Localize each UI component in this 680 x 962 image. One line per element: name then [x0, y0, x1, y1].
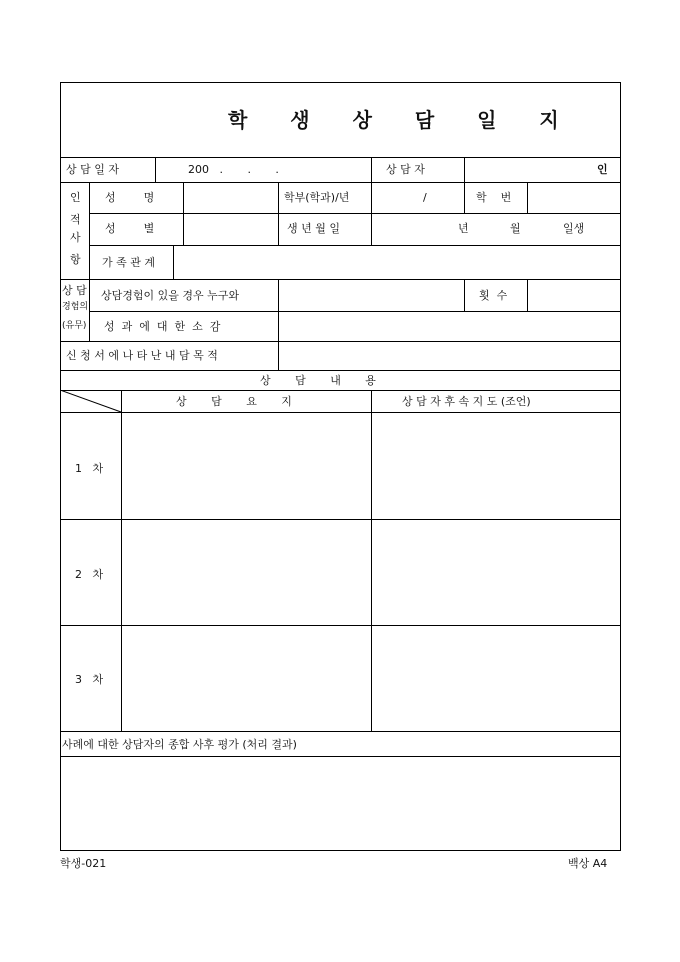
form-code: 학생-021: [60, 857, 107, 870]
name-label: 성 명: [105, 191, 155, 204]
seal-mark: 인: [597, 163, 608, 176]
col-divider: [173, 245, 174, 279]
personal-info-label-4: 항: [70, 253, 81, 266]
session-1-gist-field[interactable]: [124, 415, 368, 516]
evaluation-field[interactable]: [63, 759, 618, 847]
col-divider: [464, 182, 465, 213]
purpose-field[interactable]: [281, 343, 616, 368]
row-divider: [89, 213, 621, 214]
form-title: 학 생 상 담 일 지: [228, 108, 577, 132]
family-label: 가 족 관 계: [102, 256, 155, 269]
row-divider: [60, 279, 621, 280]
experience-who-label: 상담경험이 있을 경우 누구와: [101, 289, 240, 302]
experience-label-1: 상 담: [62, 284, 87, 297]
row-divider: [60, 370, 621, 371]
student-no-field[interactable]: [530, 185, 616, 210]
session-1-label: 1 차: [75, 462, 104, 475]
col-divider: [183, 182, 184, 245]
col-divider: [527, 279, 528, 311]
birth-year-unit: 년: [458, 222, 469, 235]
consult-date-label: 상 담 일 자: [66, 163, 119, 176]
gist-header: 상 담 요 지: [176, 395, 292, 408]
dept-slash: /: [423, 191, 427, 204]
col-divider: [371, 182, 372, 245]
counselor-field[interactable]: [470, 160, 610, 180]
evaluation-label: 사례에 대한 상담자의 종합 사후 평가 (처리 결과): [62, 738, 297, 751]
personal-info-label-2: 적: [70, 213, 81, 226]
guidance-header: 상 담 자 후 속 지 도 (조언): [402, 395, 531, 408]
col-divider: [527, 182, 528, 213]
consult-date-field[interactable]: 200 . . .: [188, 163, 279, 176]
counselor-label: 상 담 자: [386, 163, 425, 176]
col-divider: [278, 182, 279, 245]
dept-label: 학부(학과)/년: [284, 191, 350, 204]
count-label: 횟 수: [479, 289, 508, 302]
session-2-guidance-field[interactable]: [374, 522, 618, 622]
row-divider: [60, 182, 621, 183]
content-header: 상 담 내 용: [260, 374, 376, 387]
session-3-gist-field[interactable]: [124, 628, 368, 728]
col-divider: [121, 390, 122, 731]
session-2-gist-field[interactable]: [124, 522, 368, 622]
impression-field[interactable]: [281, 313, 616, 339]
gender-field[interactable]: [186, 216, 275, 242]
col-divider: [89, 182, 90, 341]
col-divider: [464, 157, 465, 182]
col-divider: [155, 157, 156, 182]
row-divider: [60, 341, 621, 342]
personal-info-label-1: 인: [70, 191, 81, 204]
purpose-label: 신 청 서 에 나 타 난 내 담 목 적: [66, 349, 218, 362]
gender-label: 성 별: [105, 222, 155, 235]
col-divider: [371, 390, 372, 731]
experience-label-2: 경험의: [62, 302, 89, 312]
personal-info-label-3: 사: [70, 231, 81, 244]
birth-label: 생 년 월 일: [287, 222, 340, 235]
col-divider: [464, 279, 465, 311]
row-divider: [60, 731, 621, 732]
name-field[interactable]: [186, 185, 275, 210]
impression-label: 성 과 에 대 한 소 감: [104, 320, 221, 333]
row-divider: [60, 756, 621, 757]
student-no-label: 학 번: [476, 191, 512, 204]
paper-size: 백상 A4: [568, 857, 608, 870]
col-divider: [278, 279, 279, 370]
col-divider: [371, 157, 372, 182]
row-divider: [60, 157, 621, 158]
experience-who-field[interactable]: [281, 282, 461, 308]
row-divider: [89, 311, 621, 312]
session-3-label: 3 차: [75, 673, 104, 686]
row-divider: [60, 390, 621, 391]
row-divider: [60, 519, 621, 520]
row-divider: [60, 625, 621, 626]
row-divider: [89, 245, 621, 246]
birth-month-unit: 월: [510, 222, 521, 235]
birth-day-unit: 일생: [563, 222, 585, 235]
row-divider: [60, 412, 621, 413]
session-2-label: 2 차: [75, 568, 104, 581]
experience-label-3: (유무): [62, 321, 87, 331]
session-3-guidance-field[interactable]: [374, 628, 618, 728]
count-field[interactable]: [530, 282, 616, 308]
family-field[interactable]: [176, 248, 616, 276]
diagonal-corner-cell: [60, 390, 122, 413]
session-1-guidance-field[interactable]: [374, 415, 618, 516]
